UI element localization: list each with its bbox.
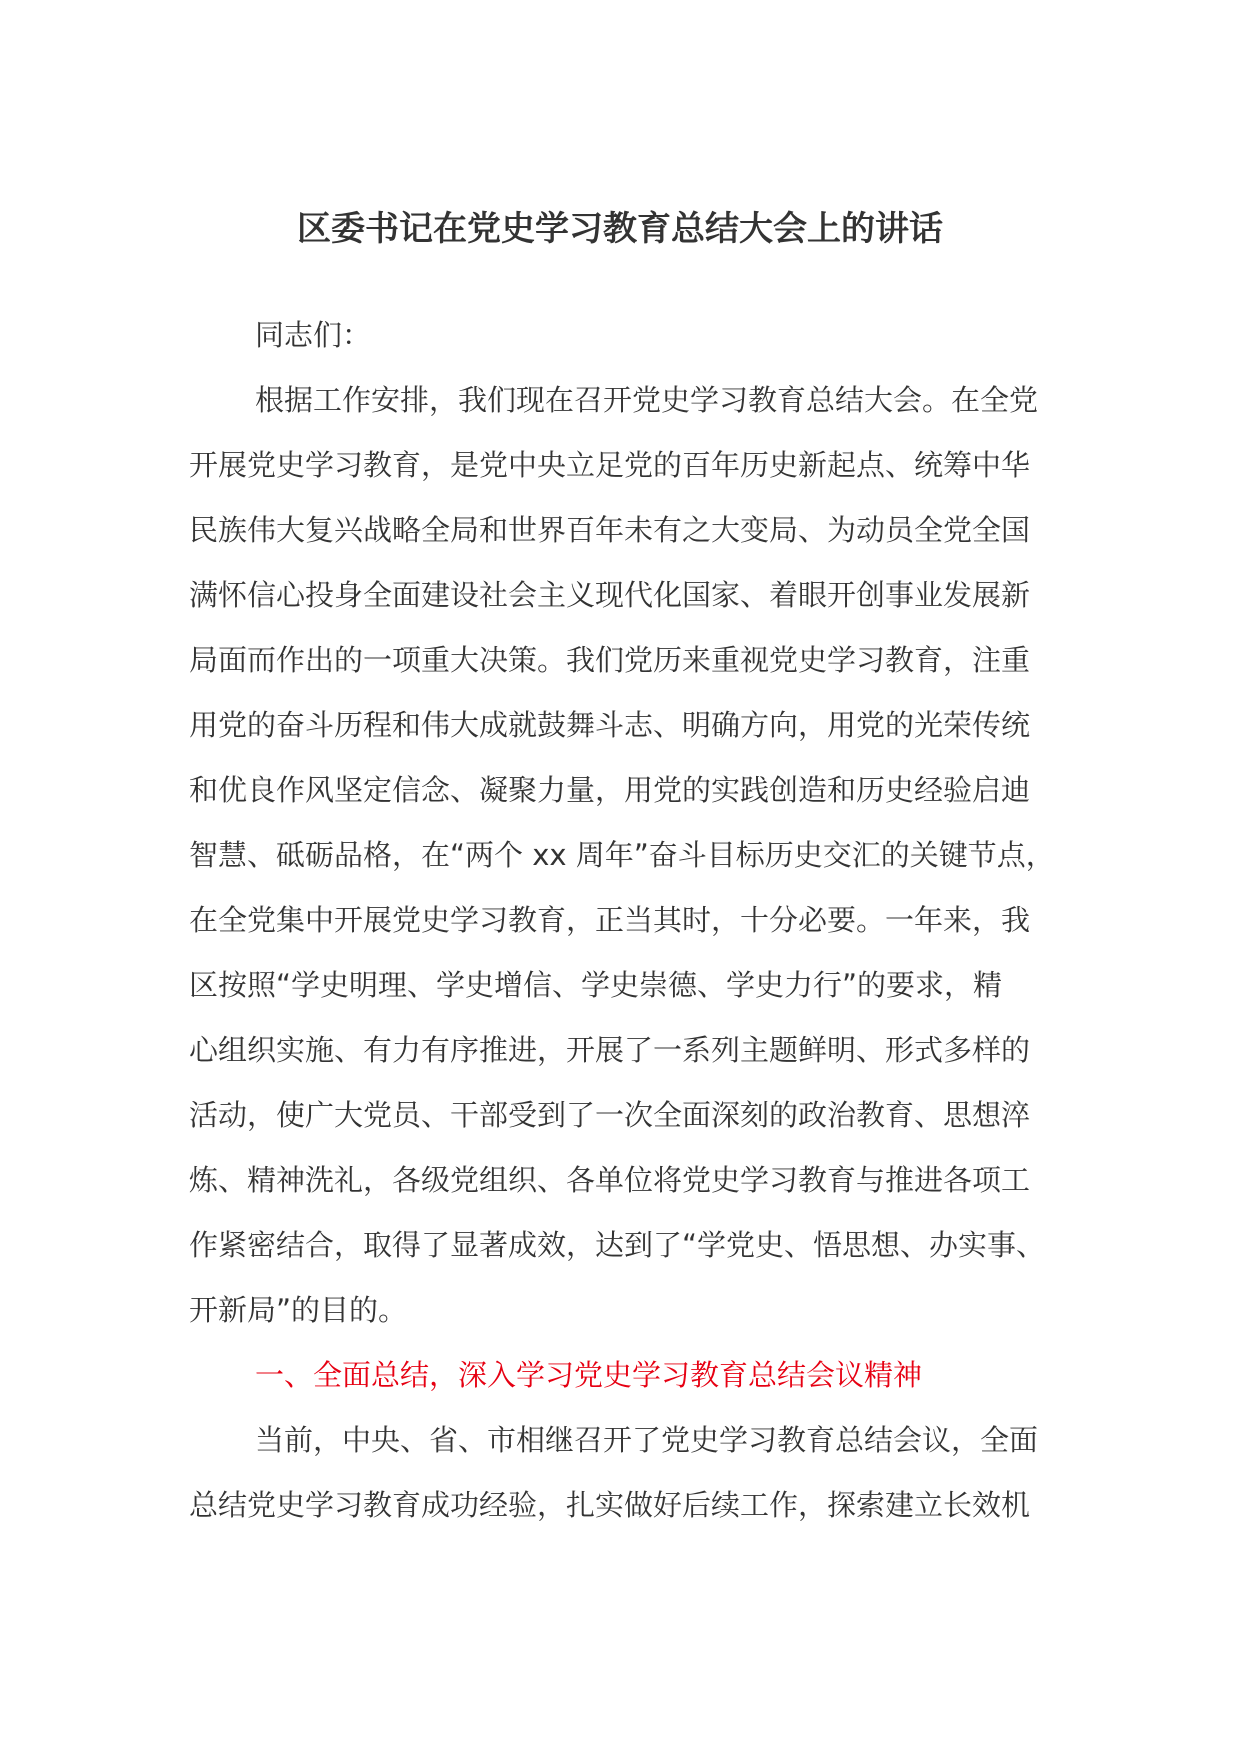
paragraph-line: 区按照“学史明理、学史增信、学史崇德、学史力行”的要求，精 [189,968,1003,1002]
paragraph-line: 智慧、砥砺品格，在“两个 xx 周年”奋斗目标历史交汇的关键节点， [189,838,1055,872]
paragraph-line: 和优良作风坚定信念、凝聚力量，用党的实践创造和历史经验启迪 [189,773,1031,807]
document-title: 区委书记在党史学习教育总结大会上的讲话 [297,209,943,249]
paragraph-line: 开新局”的目的。 [189,1293,408,1327]
section-heading: 一、全面总结，深入学习党史学习教育总结会议精神 [255,1358,923,1392]
paragraph-line: 心组织实施、有力有序推进，开展了一系列主题鲜明、形式多样的 [189,1033,1031,1067]
paragraph-line: 在全党集中开展党史学习教育，正当其时，十分必要。一年来，我 [189,903,1031,937]
paragraph-line: 满怀信心投身全面建设社会主义现代化国家、着眼开创事业发展新 [189,578,1031,612]
paragraph-line: 根据工作安排，我们现在召开党史学习教育总结大会。在全党 [255,383,1039,417]
paragraph-line: 总结党史学习教育成功经验，扎实做好后续工作，探索建立长效机 [189,1488,1031,1522]
paragraph-line: 炼、精神洗礼，各级党组织、各单位将党史学习教育与推进各项工 [189,1163,1031,1197]
paragraph-line: 用党的奋斗历程和伟大成就鼓舞斗志、明确方向，用党的光荣传统 [189,708,1031,742]
paragraph-line: 民族伟大复兴战略全局和世界百年未有之大变局、为动员全党全国 [189,513,1031,547]
paragraph-line: 局面而作出的一项重大决策。我们党历来重视党史学习教育，注重 [189,643,1031,677]
paragraph-line: 当前，中央、省、市相继召开了党史学习教育总结会议，全面 [255,1423,1039,1457]
paragraph-line: 作紧密结合，取得了显著成效，达到了“学党史、悟思想、办实事、 [189,1228,1046,1262]
document-body [189,303,1069,1538]
paragraph-line: 同志们： [255,318,372,352]
paragraph-line: 开展党史学习教育，是党中央立足党的百年历史新起点、统筹中华 [189,448,1031,482]
paragraph-line: 活动，使广大党员、干部受到了一次全面深刻的政治教育、思想淬 [189,1098,1031,1132]
